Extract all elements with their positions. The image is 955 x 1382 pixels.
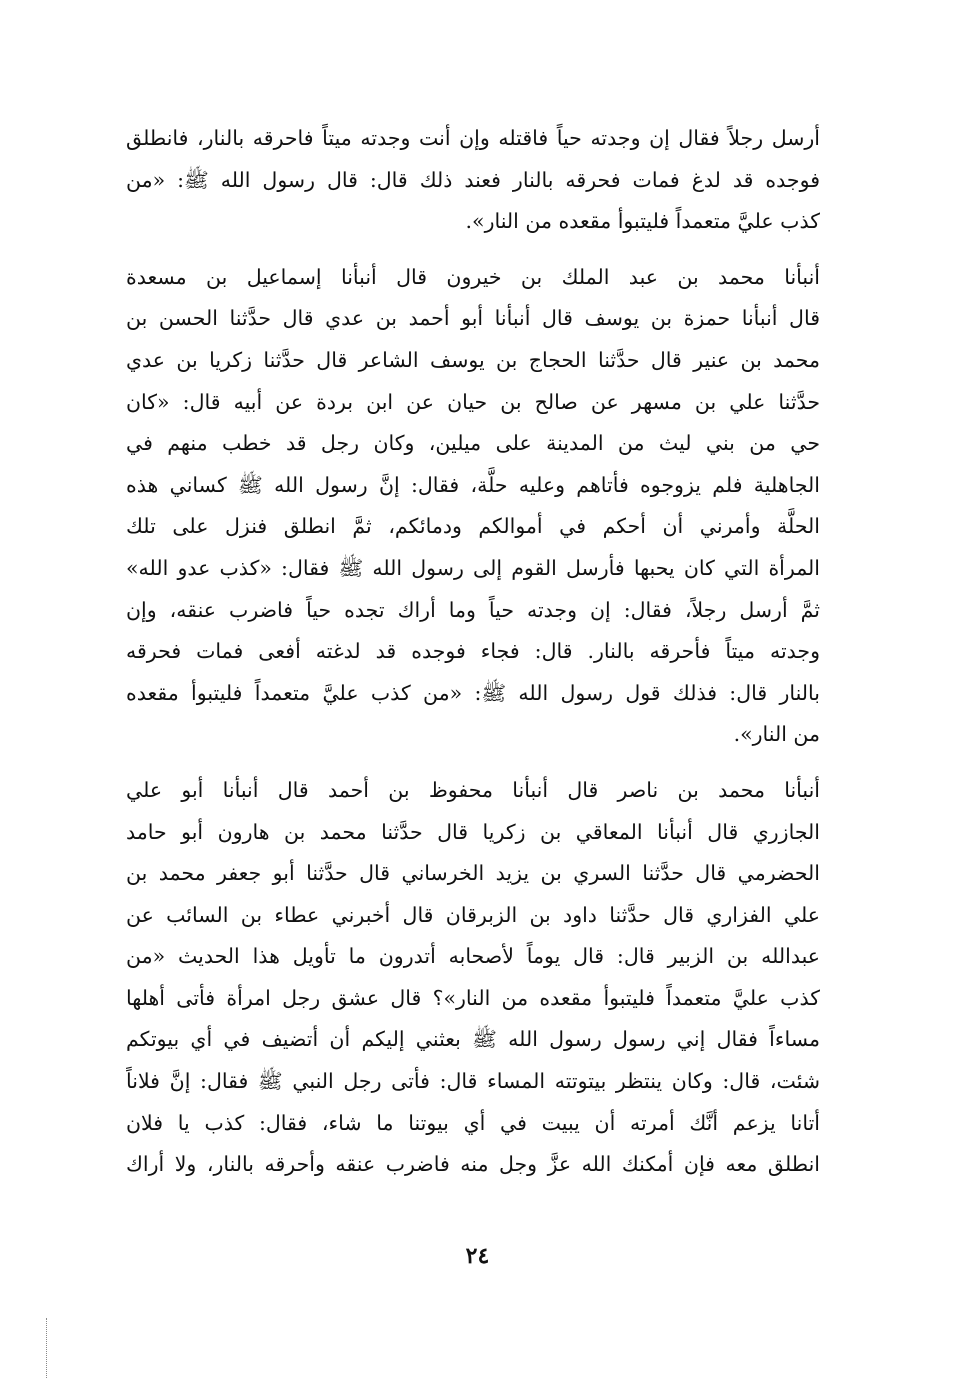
text-line: الجازري قال أنبأنا المعاقي بن زكريا قال حدَّثنا محمد بن هارون أبو حامد [126,819,820,844]
paragraph-3 [126,770,820,1186]
paragraph-1 [126,118,820,243]
scan-margin-mark [46,1318,51,1378]
text-line: وجدته ميتاً فأحرقه بالنار. قال: فجاء فوجده قد لدغته أفعى فمات فحرقه [126,639,820,664]
text-line: قال أنبأنا حمزة بن يوسف قال أنبأنا أبو أحمد بن عدي قال حدَّثنا الحسن بن [126,306,820,331]
text-line: علي الفزاري قال حدَّثنا داود بن الزبرقان قال أخبرني عطاء بن السائب عن [126,902,820,927]
text-line: فوجده قد لدغ فمات فحرقه بالنار فعند ذلك قال: قال رسول الله ﷺ: «من [126,167,820,192]
text-line: المرأة التي كان يحبها فأرسل القوم إلى رسول الله ﷺ فقال: «كذب عدو الله» [126,555,820,580]
text-line: أرسل رجلاً فقال إن وجدته حياً فاقتله وإن أنت وجدته ميتاً فاحرقه بالنار، فانطلق [126,126,820,150]
text-line: محمد بن عنير قال حدَّثنا الحجاج بن يوسف الشاعر قال حدَّثنا زكريا بن عدي [126,347,820,372]
text-line: شئت، قال: وكان ينتظر بيتوتته المساء قال: فأتى رجل النبي ﷺ فقال: إنَّ فلاناً [126,1069,820,1094]
text-line: مساءاً فقال إني رسول رسول الله ﷺ بعثني إليكم أن أتضيف في أي بيوتكم [126,1027,820,1052]
page-body [126,118,820,1200]
text-line: الحلَّة وأمرني أن أحكم في أموالكم ودمائكم، ثمَّ انطلق فنزل على تلك [126,514,820,539]
text-line: أتانا يزعم أنَّك أمرته أن يبيت في أي بيوتنا ما شاء، فقال: كذب يا فلان [126,1110,820,1135]
text-line: حدَّثنا علي بن مسهر عن صالح بن حيان عن ابن بردة عن أبيه قال: «كان [126,389,820,414]
text-line: ثمَّ أرسل رجلاً، فقال: إن وجدته حياً وما أراك تجده حياً فاضرب عنقه، وإن [126,597,820,622]
text-line: الحضرمي قال حدَّثنا السري بن يزيد الخرساني قال حدَّثنا أبو جعفر محمد بن [126,861,820,886]
text-line: عبدالله بن الزبير قال: قال يوماً لأصحابه أتدرون ما تأويل هذا الحديث «من [126,944,820,969]
text-line: حي من بني ليث من المدينة على ميلين، وكان رجل قد خطب منهم في [126,431,820,456]
text-line: كذب عليَّ متعمداً فليتبوأ مقعده من النار». [465,209,820,234]
paragraph-2 [126,257,820,756]
text-line: أنبأنا محمد بن عبد الملك بن خيرون قال أنبأنا إسماعيل بن مسعدة [126,264,820,289]
text-line: انطلق معه فإن أمكنك الله عزَّ وجل منه فاضرب عنقه وأحرقه بالنار، ولا أراك [126,1152,820,1177]
text-line: من النار». [733,722,820,747]
text-line: الجاهلية فلم يزوجوه فأتاهم وعليه حلَّة، فقال: إنَّ رسول الله ﷺ كساني هذه [126,472,820,497]
text-line: بالنار قال: فذلك قول رسول الله ﷺ: «من كذب عليَّ متعمداً فليتبوأ مقعده [126,680,820,705]
text-line: أنبأنا محمد بن ناصر قال أنبأنا محفوظ بن أحمد قال أنبأنا أبو علي [126,777,820,802]
text-line: كذب عليَّ متعمداً فليتبوأ مقعده من النار»؟ قال عشق رجل امرأة فأتى أهلها [126,985,820,1010]
page-number: ٢٤ [465,1243,490,1269]
